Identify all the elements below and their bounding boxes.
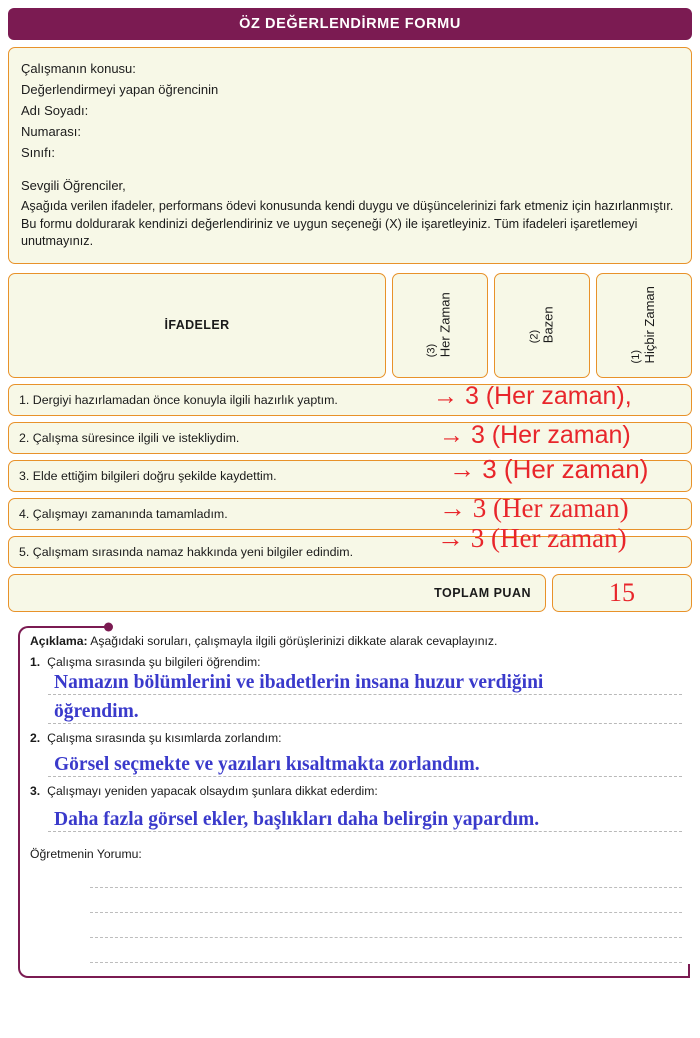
answer-annotation: → 3 (Her zaman) (449, 453, 649, 484)
answer-rule (48, 831, 682, 832)
blank-rule (90, 937, 682, 938)
table-row[interactable] (8, 422, 692, 454)
identity-field: Sınıfı: (21, 145, 55, 160)
explanation-body (30, 634, 690, 967)
scale-column-label (426, 292, 454, 357)
statement-text: 1. Dergiyi hazırlamadan önce konuyla ilgili hazırlık yaptım. (19, 392, 338, 407)
question-number: 1. (30, 654, 41, 669)
question-number: 2. (30, 730, 41, 745)
greeting-text: Sevgili Öğrenciler, (21, 178, 126, 193)
frame-gap (110, 626, 694, 630)
scale-score: (1) (630, 350, 643, 364)
total-score-cell[interactable] (552, 574, 692, 612)
statement-text: 2. Çalışma süresince ilgili ve istekliydim. (19, 430, 240, 445)
answer-text: Daha fazla görsel ekler, başlıkları daha belirgin yapardım. (54, 809, 543, 831)
statements-header-label: İFADELER (164, 318, 230, 332)
explanation-heading-bold: Açıklama: (30, 633, 88, 648)
statement-text: 3. Elde ettiğim bilgileri doğru şekilde kaydettim. (19, 468, 277, 483)
identity-field: Değerlendirmeyi yapan öğrencinin (21, 82, 219, 97)
spacer (21, 163, 679, 176)
scale-name: Her Zaman (437, 292, 453, 358)
instructions-text: Aşağıda verilen ifadeler, performans ödevi konusunda kendi duygu ve düşüncelerinizi fark etmeniz için hazırlanmıştır. Bu formu doldurarak kendinizi değerlendiriniz ve uygun seçeneği (X) ile işaretleyiniz. Tüm ifadeleri işaretlemeyi unutmayınız. (21, 199, 674, 248)
blank-rule (90, 887, 682, 888)
question-prompt: Çalışma sırasında şu bilgileri öğrendim: (47, 654, 261, 669)
scale-column-label (528, 307, 556, 344)
explanation-section (8, 622, 692, 992)
statement-text: 4. Çalışmayı zamanında tamamladım. (19, 506, 228, 521)
answer-text: Namazın bölümlerini ve ibadetlerin insana huzur verdiğini (54, 672, 547, 694)
page-title: ÖZ DEĞERLENDİRME FORMU (239, 16, 461, 32)
question-item (30, 784, 690, 798)
identity-field: Çalışmanın konusu: (21, 61, 136, 76)
answer-text: öğrendim. (54, 701, 143, 723)
statement-text: 5. Çalışmam sırasında namaz hakkında yeni bilgiler edindim. (19, 544, 354, 559)
table-row[interactable] (8, 492, 692, 530)
total-label: TOPLAM PUAN (434, 585, 531, 600)
blank-rule (90, 912, 682, 913)
answer-field[interactable] (48, 670, 690, 698)
answer-field[interactable] (48, 799, 690, 835)
explanation-heading-rest: Aşağıdaki soruları, çalışmayla ilgili görüşlerinizi dikkate alarak cevaplayınız. (87, 633, 498, 648)
teacher-comment-line[interactable] (90, 917, 690, 942)
identity-field: Adı Soyadı: (21, 103, 89, 118)
answer-field[interactable] (48, 699, 690, 727)
identity-field: Numarası: (21, 124, 81, 139)
question-prompt: Çalışma sırasında şu kısımlarda zorlandım: (47, 730, 282, 745)
scale-column-her-zaman[interactable] (392, 273, 488, 378)
answer-rule (48, 776, 682, 777)
total-label-cell (8, 574, 546, 612)
teacher-comment-line[interactable] (90, 867, 690, 892)
table-row[interactable] (8, 381, 692, 416)
teacher-comment-line[interactable] (90, 942, 690, 967)
explanation-heading (30, 634, 690, 648)
answer-annotation: → 3 (Her zaman) (439, 420, 631, 449)
answer-annotation: → 3 (Her zaman) (439, 492, 629, 523)
table-row[interactable] (8, 522, 692, 568)
question-prompt: Çalışmayı yeniden yapacak olsaydım şunlara dikkat ederdim: (47, 783, 378, 798)
scale-name: Bazen (539, 306, 555, 344)
scale-header-row (8, 273, 692, 378)
scale-column-label (630, 286, 658, 363)
answer-text: Görsel seçmekte ve yazıları kısaltmakta zorlandım. (54, 754, 484, 776)
answer-rule (48, 723, 682, 724)
answer-field[interactable] (48, 746, 690, 780)
question-number: 3. (30, 783, 41, 798)
table-row[interactable] (8, 453, 692, 492)
identity-block (8, 47, 692, 264)
scale-column-hicbir-zaman[interactable] (596, 273, 692, 378)
total-row (8, 574, 692, 612)
scale-score: (2) (528, 329, 541, 344)
statements-header-cell (8, 273, 386, 378)
form-title-bar (8, 8, 692, 40)
answer-annotation: → 3 (Her zaman), (433, 381, 632, 410)
question-item (30, 731, 690, 745)
frame-dot-icon (104, 622, 113, 631)
question-item (30, 655, 690, 669)
answer-rule (48, 694, 682, 695)
total-score-value: 15 (609, 577, 635, 607)
scale-name: Hiçbir Zaman (641, 286, 657, 364)
teacher-comment-label: Öğretmenin Yorumu: (30, 846, 142, 861)
blank-rule (90, 962, 682, 963)
form-page (0, 8, 700, 1038)
teacher-comment-line[interactable] (90, 892, 690, 917)
scale-score: (3) (426, 344, 439, 358)
answer-annotation: → 3 (Her zaman) (437, 522, 627, 553)
scale-column-bazen[interactable] (494, 273, 590, 378)
